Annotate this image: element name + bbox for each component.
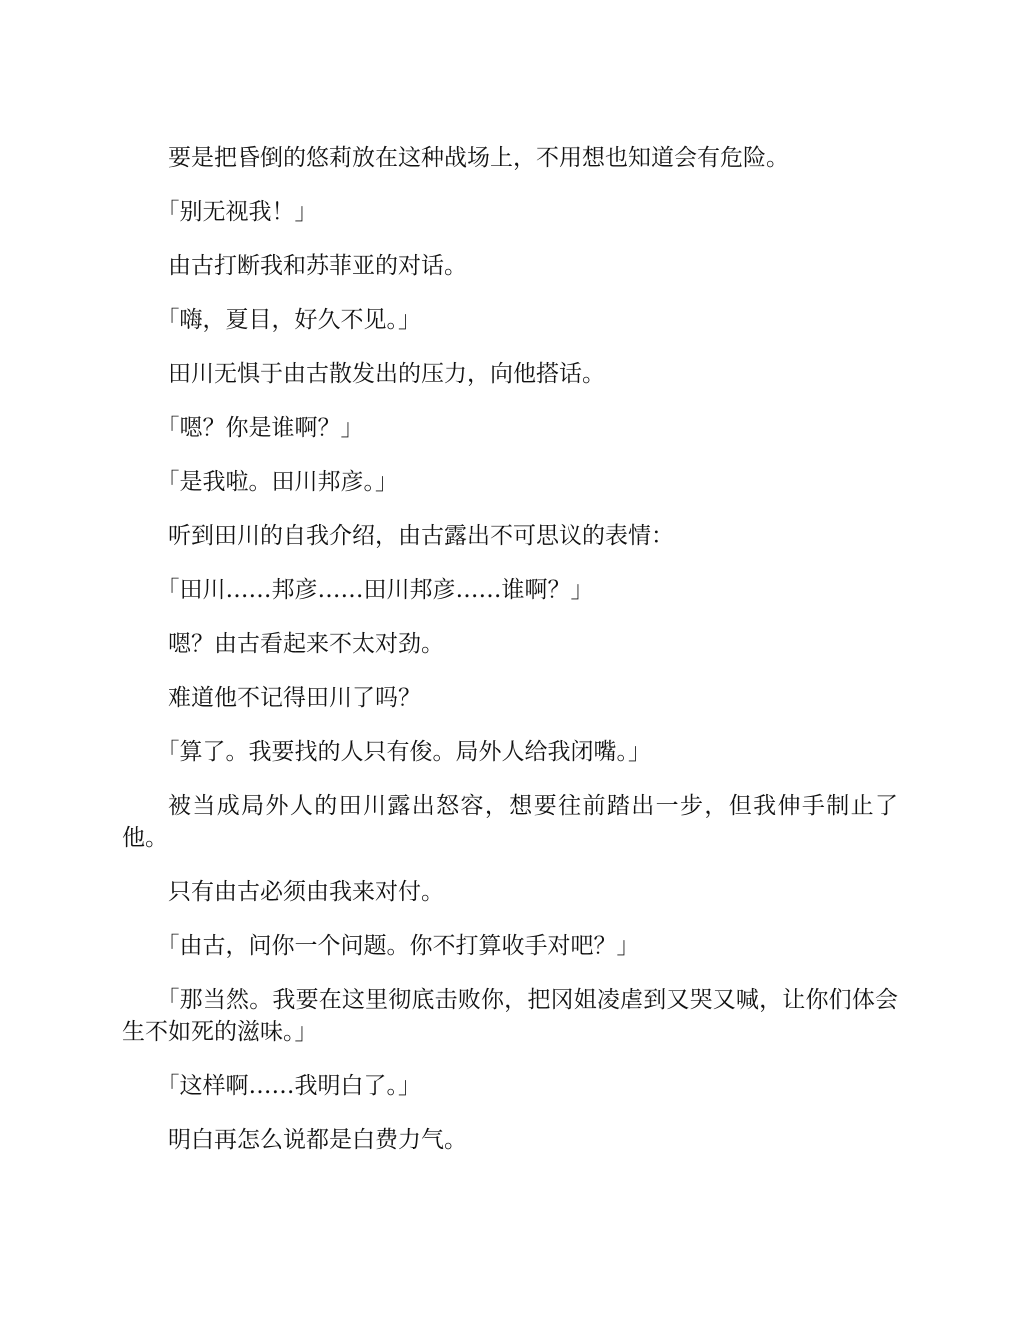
paragraph: 明白再怎么说都是白费力气。 <box>168 1127 467 1153</box>
paragraph: 由古打断我和苏菲亚的对话。 <box>168 253 467 279</box>
paragraph: 只有由古必须由我来对付。 <box>168 879 444 905</box>
dialogue-paragraph: 「算了。我要找的人只有俊。局外人给我闭嘴。」 <box>156 739 651 765</box>
dialogue-paragraph: 「由古，问你一个问题。你不打算收手对吧？」 <box>156 933 640 959</box>
paragraph: 要是把昏倒的悠莉放在这种战场上，不用想也知道会有危险。 <box>168 145 789 171</box>
dialogue-paragraph: 「别无视我！」 <box>156 199 318 225</box>
paragraph: 被当成局外人的田川露出怒容，想要往前踏出一步，但我伸手制止了他。 <box>122 793 898 851</box>
document-page <box>122 142 898 1178</box>
dialogue-paragraph: 「嗯？你是谁啊？」 <box>156 415 364 441</box>
dialogue-paragraph: 「这样啊……我明白了。」 <box>156 1073 421 1099</box>
paragraph: 嗯？由古看起来不太对劲。 <box>168 631 444 657</box>
dialogue-paragraph: 「那当然。我要在这里彻底击败你，把冈姐凌虐到又哭又喊，让你们体会生不如死的滋味。」 <box>122 987 898 1045</box>
dialogue-paragraph: 「田川……邦彦……田川邦彦……谁啊？」 <box>156 577 594 603</box>
paragraph: 听到田川的自我介绍，由古露出不可思议的表情： <box>168 523 674 549</box>
paragraph: 田川无惧于由古散发出的压力，向他搭话。 <box>168 361 605 387</box>
dialogue-paragraph: 「嗨，夏目，好久不见。」 <box>156 307 421 333</box>
dialogue-paragraph: 「是我啦。田川邦彦。」 <box>156 469 398 495</box>
paragraph: 难道他不记得田川了吗？ <box>168 685 421 711</box>
